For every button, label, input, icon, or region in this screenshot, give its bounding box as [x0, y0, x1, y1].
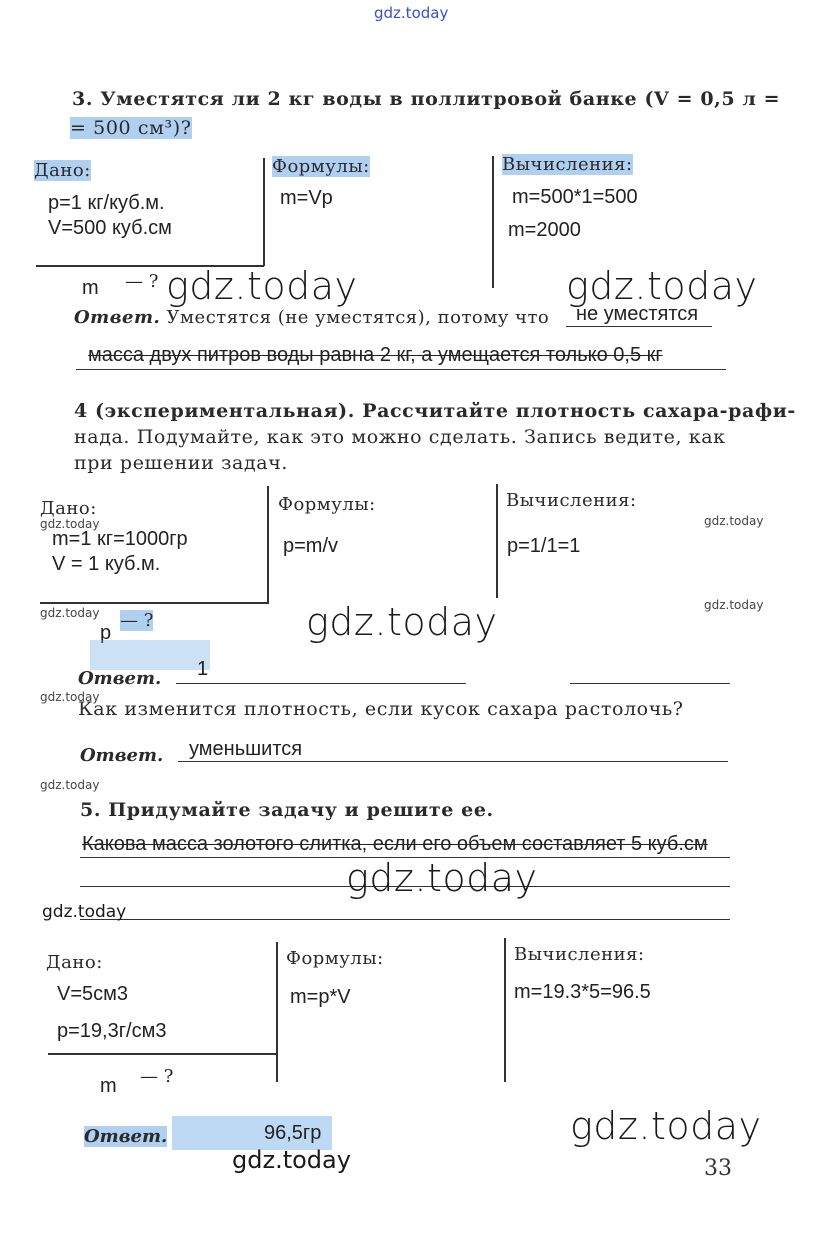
task5-divider-1 [276, 942, 278, 1082]
task3-question-line1: 3. Уместятся ли 2 кг воды в поллитровой банке (V = 0,5 л = [72, 88, 781, 110]
task3-question-line2 [70, 115, 192, 141]
task4-formula: p=m/v [283, 535, 339, 557]
task3-answer-line2-rule [76, 369, 726, 370]
watermark-2: gdz.today [566, 264, 758, 308]
watermark-3: gdz.today [306, 600, 498, 644]
task4-unknown-mark: — ? [120, 610, 154, 631]
task5-given-2: p=19,3г/см3 [57, 1020, 167, 1042]
task3-answer-line [566, 326, 712, 327]
watermark-7: gdz.today [42, 902, 127, 922]
task3-answer [74, 307, 549, 328]
watermark-4: gdz.today [346, 856, 538, 900]
task3-question-line2-text: = 500 см³)? [70, 117, 192, 139]
watermark-small-3: gdz.today [40, 606, 100, 620]
task4-answer [78, 668, 161, 689]
task4-answer-fill: 1 [197, 658, 209, 680]
task3-answer-line2: масса двух питров воды равна 2 кг, а умещается только 0,5 кг [88, 344, 663, 366]
task5-unknown-mark: — ? [140, 1066, 174, 1087]
task4-given-2: V = 1 куб.м. [52, 553, 161, 575]
task3-answer-text: Уместятся (не уместятся), потому что [166, 307, 550, 328]
task4-given-label: Дано: [40, 498, 97, 519]
task3-unknown: m [82, 277, 99, 299]
task3-formula: m=Vp [280, 187, 333, 209]
watermark-small-1: gdz.today [40, 517, 100, 531]
task5-unknown: m [100, 1075, 117, 1097]
task3-divider-1 [263, 158, 265, 266]
watermark-small-5: gdz.today [40, 690, 100, 704]
task3-divider-2 [492, 156, 494, 288]
task5-given-underline [48, 1053, 276, 1055]
task5-question: 5. Придумайте задачу и решите ее. [80, 799, 494, 821]
task4-answer-label: Ответ. [78, 668, 162, 689]
task4-answer2-label: Ответ. [80, 745, 164, 766]
header-watermark: gdz.today [374, 4, 449, 22]
task5-calc-label: Вычисления: [514, 944, 645, 965]
task5-answer [84, 1126, 167, 1147]
watermark-6: gdz.today [232, 1146, 351, 1174]
task3-given-2: V=500 куб.см [48, 217, 172, 239]
task4-given-underline [40, 602, 268, 604]
task4-answer2-fill: уменьшится [189, 738, 303, 760]
task4-given-1: m=1 кг=1000гр [52, 528, 188, 550]
watermark-small-2: gdz.today [704, 514, 764, 528]
task4-answer2-line [178, 761, 728, 762]
task4-answer-line [176, 683, 466, 684]
task5-line-3 [80, 919, 730, 920]
task5-calc-1: m=19.3*5=96.5 [514, 981, 651, 1003]
task3-answer-fill: не уместятся [576, 303, 699, 325]
task4-divider-1 [267, 486, 269, 604]
task5-problem: Какова масса золотого слитка, если его объем составляет 5 куб.см [82, 833, 708, 855]
task3-formulas-label: Формулы: [272, 156, 370, 177]
task4-answer2 [80, 745, 163, 766]
task4-divider-2 [496, 484, 498, 598]
task5-given-label: Дано: [46, 952, 103, 973]
task3-calc-2: m=2000 [508, 219, 581, 241]
task3-unknown-mark: — ? [125, 271, 159, 292]
watermark-5: gdz.today [570, 1104, 762, 1148]
task5-formulas-label: Формулы: [286, 948, 384, 969]
task4-unknown: p [100, 622, 112, 644]
task4-question-line1: 4 (экспериментальная). Рассчитайте плотность сахара-рафи- [74, 400, 796, 422]
task4-highlight-smudge [90, 640, 210, 670]
task4-question-line3: при решении задач. [74, 452, 288, 474]
task4-question2: Как изменится плотность, если кусок сахара растолочь? [78, 698, 684, 720]
watermark-small-4: gdz.today [704, 598, 764, 612]
watermark-small-6: gdz.today [40, 778, 100, 792]
task4-answer-line-b [570, 683, 730, 684]
task3-calc-1: m=500*1=500 [512, 186, 638, 208]
task5-given-1: V=5см3 [57, 983, 129, 1005]
task5-answer-label: Ответ. [84, 1126, 168, 1147]
task4-question-line2: нада. Подумайте, как это можно сделать. Запись ведите, как [74, 426, 726, 448]
task4-formulas-label: Формулы: [278, 494, 376, 515]
task3-given-1: p=1 кг/куб.м. [48, 192, 165, 214]
task4-calc-1: p=1/1=1 [507, 535, 581, 557]
task5-divider-2 [504, 938, 506, 1082]
watermark-1: gdz.today [166, 264, 358, 308]
task5-answer-fill: 96,5гр [264, 1122, 322, 1144]
task3-calc-label: Вычисления: [502, 154, 633, 175]
task4-calc-label: Вычисления: [506, 490, 637, 511]
task5-formula: m=p*V [290, 986, 351, 1008]
task3-answer-label: Ответ. [74, 307, 161, 328]
page-number: 33 [704, 1156, 732, 1181]
task3-given-label: Дано: [34, 160, 91, 181]
